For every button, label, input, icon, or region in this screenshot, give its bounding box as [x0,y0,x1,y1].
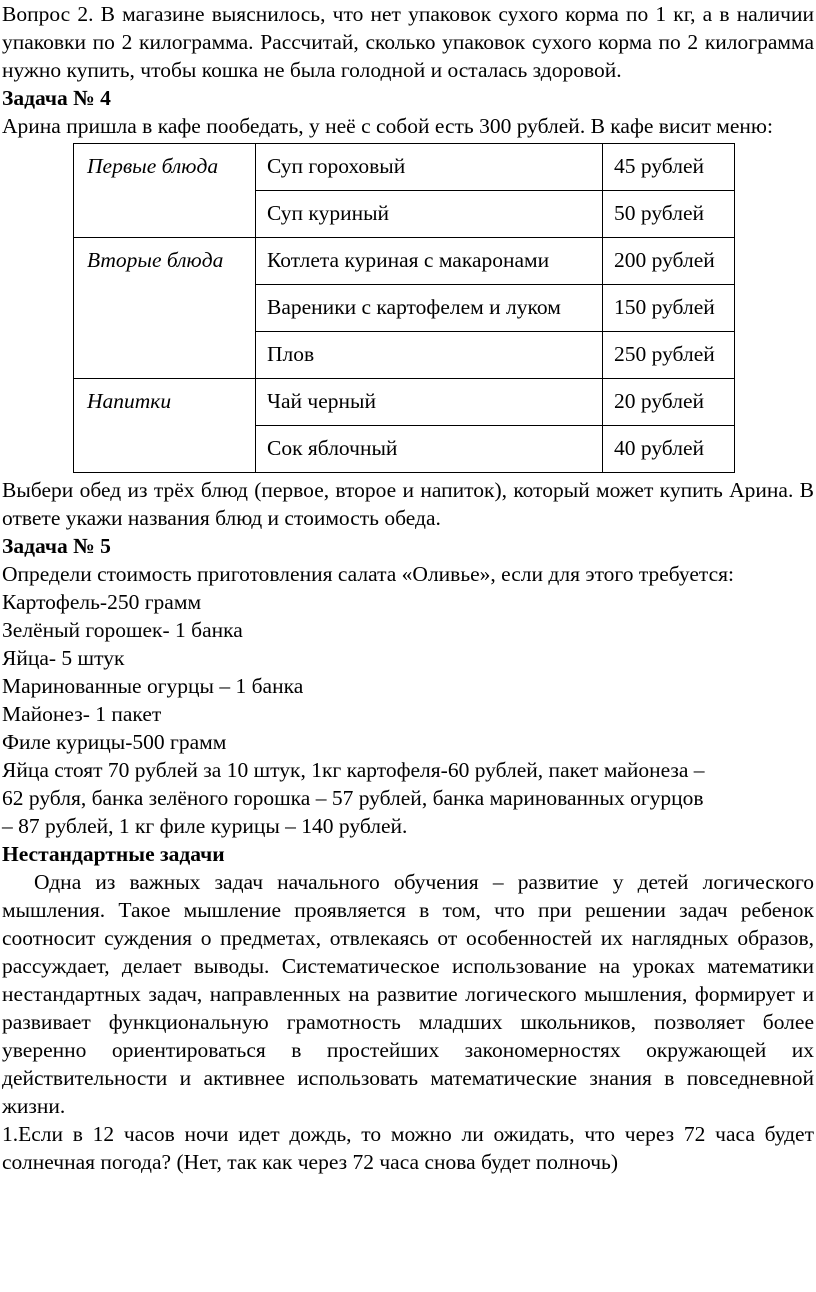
prices-line: 62 рубля, банка зелёного горошка – 57 рублей, банка маринованных огурцов [2,786,704,810]
ingredient-item: Зелёный горошек- 1 банка [2,618,243,642]
menu-category [74,332,256,379]
menu-dish: Суп куриный [256,191,603,238]
table-row [74,238,735,285]
menu-table [73,143,735,473]
menu-category [74,191,256,238]
menu-dish: Плов [256,332,603,379]
ingredient-item: Майонез- 1 пакет [2,702,162,726]
table-row [74,144,735,191]
table-row [74,332,735,379]
menu-price: 200 рублей [603,238,735,285]
menu-price: 50 рублей [603,191,735,238]
table-row [74,285,735,332]
menu-price: 150 рублей [603,285,735,332]
menu-category: Первые блюда [74,144,256,191]
task4-after-text: Выбери обед из трёх блюд (первое, второе и напиток), который может купить Арина. В ответе укажи названия блюд и стоимость обеда. [2,478,814,530]
menu-price: 20 рублей [603,379,735,426]
menu-category: Напитки [74,379,256,426]
menu-dish: Котлета куриная с макаронами [256,238,603,285]
ingredient-item: Яйца- 5 штук [2,646,125,670]
menu-price: 40 рублей [603,426,735,473]
menu-price: 45 рублей [603,144,735,191]
prices-line: Яйца стоят 70 рублей за 10 штук, 1кг картофеля-60 рублей, пакет майонеза – [2,758,705,782]
menu-price: 250 рублей [603,332,735,379]
ingredient-item: Картофель-250 грамм [2,590,202,614]
table-row [74,191,735,238]
intro-paragraph: Вопрос 2. В магазине выяснилось, что нет упаковок сухого корма по 1 кг, а в наличии упаковки по 2 килограмма. Рассчитай, сколько упаковок сухого корма по 2 килограмма нужно купить, чтобы кошка не была голодной и осталась здоровой. [2,2,814,82]
menu-dish: Вареники с картофелем и луком [256,285,603,332]
menu-dish: Суп гороховый [256,144,603,191]
table-row [74,379,735,426]
menu-dish: Сок яблочный [256,426,603,473]
nonstandard-paragraph: Одна из важных задач начального обучения – развитие у детей логического мышления. Такое мышление проявляется в том, что при решении задач ребенок соотносит суждения о предметах, отвлекаясь от особенностей их наглядных образов, рассуждает, делает выводы. Систематическое использование на уроках математики нестандартных задач, направленных на развитие логического мышления, формирует и развивает функциональную грамотность младших школьников, позволяет более уверенно ориентироваться в простейших закономерностях окружающей их действительности и активнее использовать математические знания в повседневной жизни. [2,870,814,1118]
question-1: 1.Если в 12 часов ночи идет дождь, то можно ли ожидать, что через 72 часа будет солнечная погода? (Нет, так как через 72 часа снова будет полночь) [2,1122,814,1174]
nonstandard-heading: Нестандартные задачи [2,842,225,866]
task5-text: Определи стоимость приготовления салата «Оливье», если для этого требуется: [2,562,734,586]
menu-category [74,426,256,473]
menu-dish: Чай черный [256,379,603,426]
prices-line: – 87 рублей, 1 кг филе курицы – 140 рублей. [2,814,408,838]
ingredient-item: Маринованные огурцы – 1 банка [2,674,304,698]
task5-heading: Задача № 5 [2,534,111,558]
ingredient-item: Филе курицы-500 грамм [2,730,227,754]
task4-text: Арина пришла в кафе пообедать, у неё с собой есть 300 рублей. В кафе висит меню: [2,114,773,138]
menu-category: Вторые блюда [74,238,256,285]
menu-category [74,285,256,332]
task4-heading: Задача № 4 [2,86,111,110]
table-row [74,426,735,473]
